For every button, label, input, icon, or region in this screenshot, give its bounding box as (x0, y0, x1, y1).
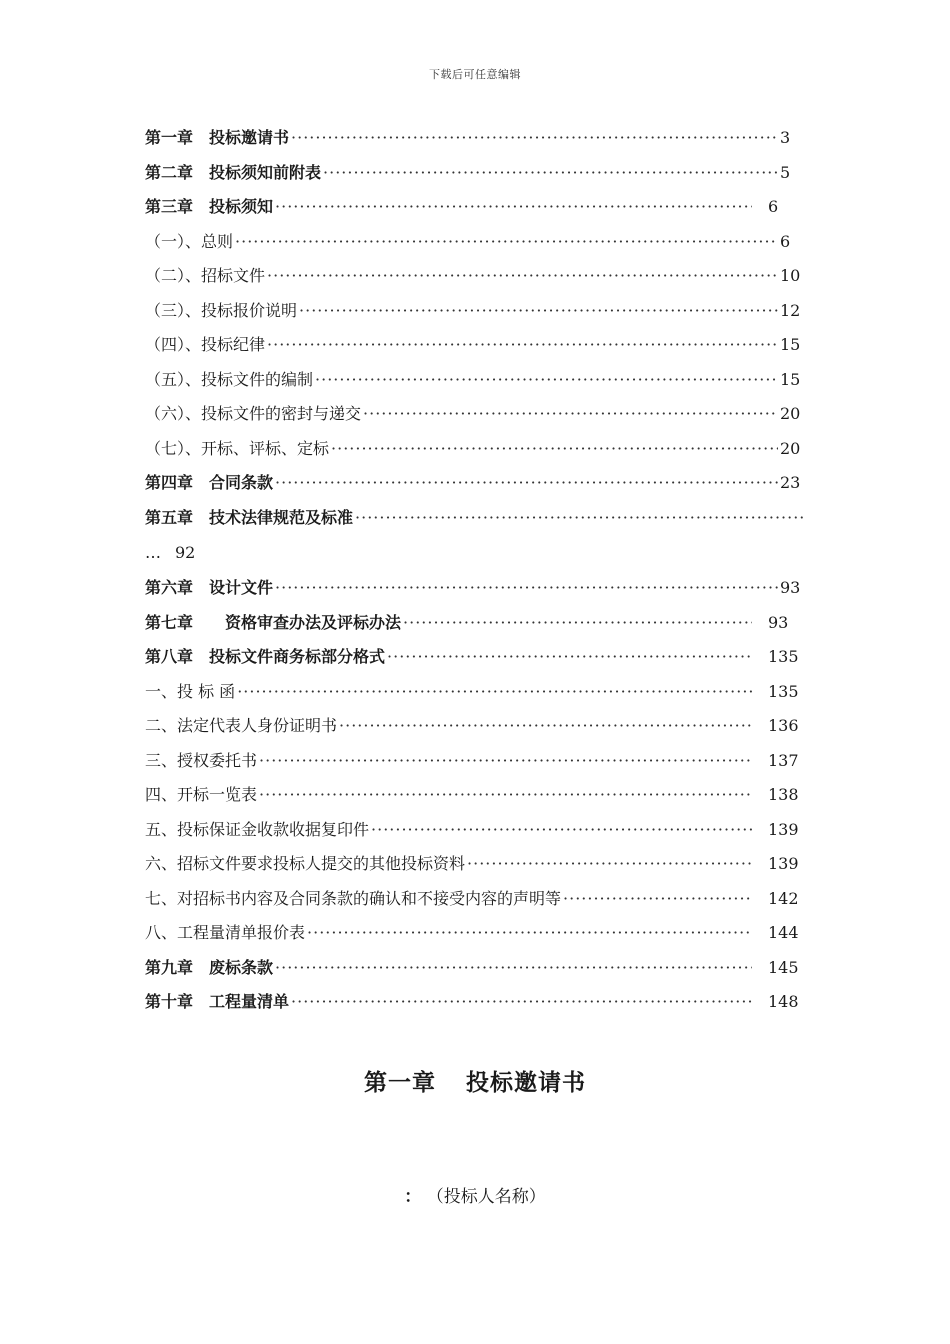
toc-entry-label: 第八章 投标文件商务标部分格式 (145, 647, 386, 666)
toc-entry-page: 139 (768, 819, 799, 839)
toc-entry-section-7[interactable] (145, 432, 805, 467)
toc-leader-dots (467, 847, 752, 882)
toc-entry-label: 八、工程量清单报价表 (145, 923, 306, 942)
toc-entry-label: （五）、投标文件的编制 (145, 369, 314, 389)
toc-entry-chapter-8[interactable] (145, 640, 805, 675)
toc-entry-page: 137 (768, 750, 799, 770)
toc-entry-label: 四、开标一览表 (145, 785, 258, 804)
toc-entry-page: 135 (768, 647, 799, 666)
toc-entry-label: 第五章 技术法律规范及标准 (145, 507, 354, 527)
toc-entry-chapter-7[interactable] (145, 606, 805, 641)
toc-entry-chapter-5[interactable] (145, 501, 805, 536)
toc-entry-page: 144 (768, 923, 799, 942)
toc-entry-chapter-3[interactable] (145, 190, 805, 225)
toc-entry-page: 20 (780, 438, 801, 458)
toc-leader-dots (267, 328, 778, 363)
toc-entry-section-2[interactable] (145, 259, 805, 294)
bidder-colon: ： (404, 1187, 422, 1207)
toc-leader-dots (563, 882, 752, 917)
toc-entry-page: 20 (780, 404, 801, 423)
toc-entry-section-1[interactable] (145, 225, 805, 260)
toc-entry-label: （二）、招标文件 (145, 266, 266, 285)
toc-entry-page: 138 (768, 785, 799, 804)
toc-leader-dots (275, 466, 778, 501)
toc-leader-dots (323, 156, 778, 191)
toc-leader-dots (339, 709, 752, 744)
toc-leader-dots (403, 606, 752, 641)
toc-entry-label: 第四章 合同条款 (145, 473, 274, 492)
toc-entry-page: 23 (780, 473, 801, 492)
toc-leader-dots (363, 397, 778, 432)
toc-leader-dots (299, 294, 778, 329)
toc-leader-dots (235, 225, 778, 260)
toc-entry-form-5[interactable] (145, 813, 805, 848)
toc-entry-form-3[interactable] (145, 744, 805, 779)
toc-entry-page: 135 (768, 681, 799, 701)
toc-entry-label: （七）、开标、评标、定标 (145, 438, 330, 458)
toc-entry-page: 139 (768, 854, 799, 873)
toc-entry-section-3[interactable] (145, 294, 805, 329)
toc-entry-form-7[interactable] (145, 882, 805, 917)
toc-entry-chapter-4[interactable] (145, 466, 805, 501)
toc-entry-page: 92 (175, 543, 196, 562)
chapter-heading (0, 1064, 950, 1097)
toc-entry-form-8[interactable] (145, 916, 805, 951)
toc-leader-dots: … (145, 543, 161, 562)
toc-leader-dots (275, 951, 752, 986)
bidder-name-placeholder: （投标人名称） (435, 1187, 546, 1207)
toc-entry-label: 五、投标保证金收款收据复印件 (145, 819, 370, 839)
toc-entry-label: 第六章 设计文件 (145, 578, 274, 597)
toc-entry-label: 三、授权委托书 (145, 750, 258, 770)
toc-entry-page: 5 (780, 162, 791, 182)
toc-entry-page: 3 (780, 128, 791, 147)
toc-entry-label: 一、投 标 函 (145, 681, 236, 701)
toc-leader-dots (387, 640, 752, 675)
toc-entry-label: 第三章 投标须知 (145, 197, 274, 216)
toc-entry-label: 第七章 资格审查办法及评标办法 (145, 612, 402, 632)
toc-leader-dots (307, 916, 752, 951)
toc-entry-label: 第一章 投标邀请书 (145, 128, 290, 147)
toc-entry-form-4[interactable] (145, 778, 805, 813)
toc-leader-dots (259, 744, 752, 779)
toc-entry-label: 第十章 工程量清单 (145, 992, 290, 1011)
bidder-name-line (0, 1182, 950, 1207)
toc-entry-page: 6 (780, 231, 791, 251)
toc-entry-label: 六、招标文件要求投标人提交的其他投标资料 (145, 854, 466, 873)
toc-leader-dots (355, 501, 803, 536)
toc-entry-label: 第九章 废标条款 (145, 957, 274, 977)
toc-entry-label: （四）、投标纪律 (145, 335, 266, 354)
toc-entry-page: 148 (768, 992, 799, 1011)
toc-entry-chapter-5-continuation[interactable] (145, 535, 805, 571)
toc-entry-form-6[interactable] (145, 847, 805, 882)
toc-leader-dots (275, 571, 778, 606)
toc-entry-page: 15 (780, 335, 801, 354)
toc-leader-dots (237, 675, 752, 710)
toc-entry-page: 145 (768, 957, 799, 977)
toc-entry-label: 七、对招标书内容及合同条款的确认和不接受内容的声明等 (145, 888, 562, 908)
toc-entry-chapter-6[interactable] (145, 571, 805, 606)
toc-leader-dots (331, 432, 778, 467)
table-of-contents (145, 121, 805, 1020)
toc-leader-dots (259, 778, 752, 813)
toc-entry-page: 6 (768, 197, 779, 216)
toc-entry-page: 93 (780, 578, 801, 597)
toc-entry-form-1[interactable] (145, 675, 805, 710)
toc-leader-dots (291, 985, 752, 1020)
chapter-number: 第一章 (364, 1069, 436, 1096)
toc-entry-chapter-10[interactable] (145, 985, 805, 1020)
toc-entry-section-6[interactable] (145, 397, 805, 432)
toc-leader-dots (291, 121, 778, 156)
page-header: 下载后可任意编辑 (429, 68, 521, 81)
toc-entry-page: 136 (768, 716, 799, 735)
toc-entry-label: （三）、投标报价说明 (145, 300, 298, 320)
toc-leader-dots (275, 190, 752, 225)
chapter-title: 投标邀请书 (466, 1069, 586, 1096)
toc-entry-form-2[interactable] (145, 709, 805, 744)
toc-leader-dots (267, 259, 778, 294)
toc-entry-label: 二、法定代表人身份证明书 (145, 716, 338, 735)
toc-entry-page: 142 (768, 888, 799, 908)
toc-entry-label: （六）、投标文件的密封与递交 (145, 404, 362, 423)
toc-entry-chapter-2[interactable] (145, 156, 805, 191)
toc-entry-label: （一）、总则 (145, 231, 234, 251)
toc-entry-section-4[interactable] (145, 328, 805, 363)
toc-entry-chapter-9[interactable] (145, 951, 805, 986)
toc-entry-label: 第二章 投标须知前附表 (145, 162, 322, 182)
toc-entry-page: 15 (780, 369, 801, 389)
toc-leader-dots (371, 813, 752, 848)
toc-entry-page: 10 (780, 266, 801, 285)
toc-entry-section-5[interactable] (145, 363, 805, 398)
toc-leader-dots (315, 363, 778, 398)
toc-entry-page: 93 (768, 612, 789, 632)
toc-entry-chapter-1[interactable] (145, 121, 805, 156)
toc-entry-page: 12 (780, 300, 801, 320)
